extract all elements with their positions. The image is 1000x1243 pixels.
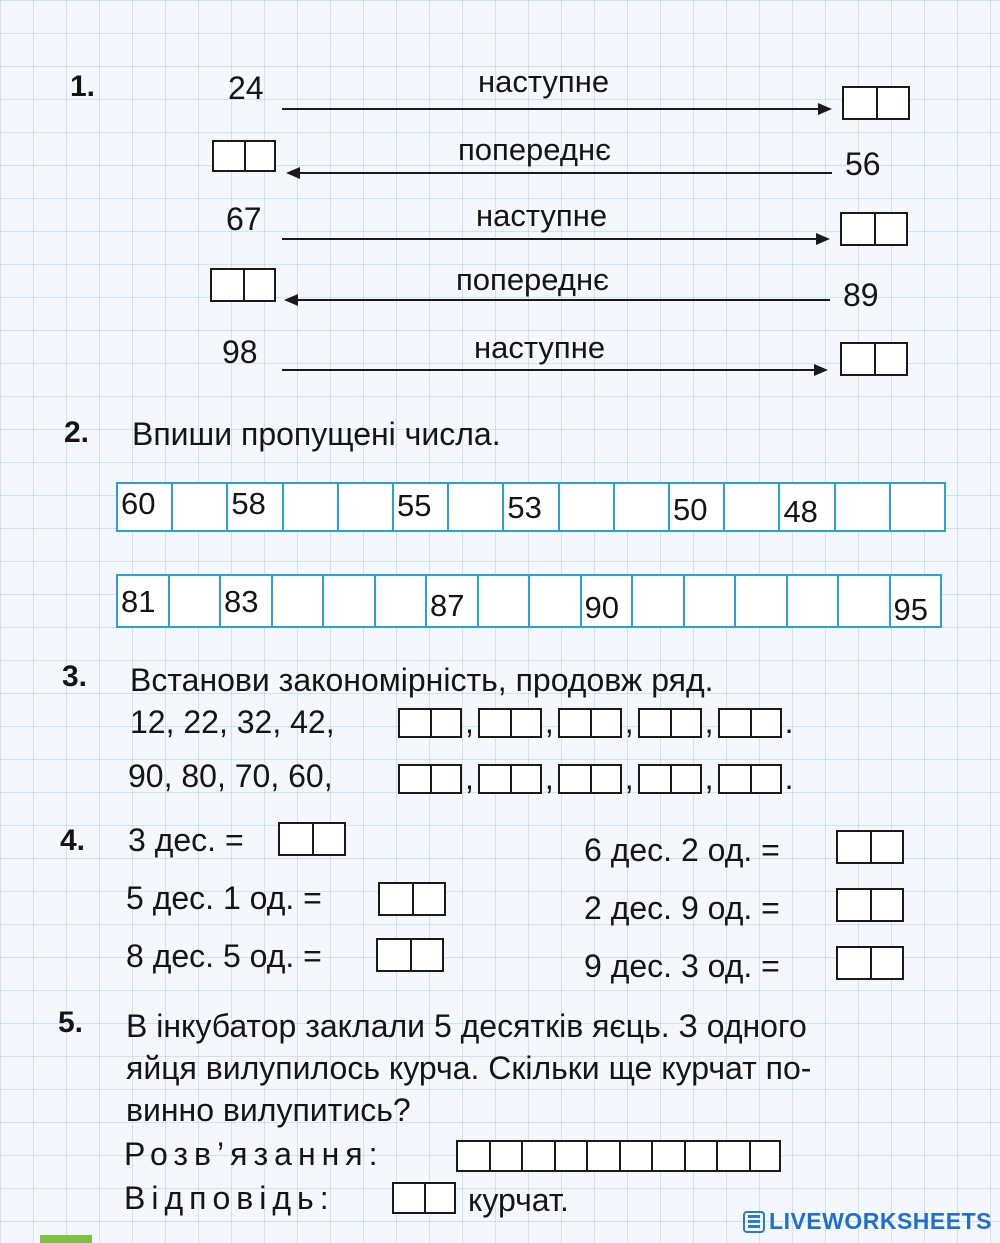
- t1-row3-answer-box[interactable]: [840, 212, 908, 246]
- t3-seq2-blank[interactable]: [638, 764, 702, 794]
- answer-cell[interactable]: [478, 764, 510, 794]
- strip2-cell[interactable]: [736, 576, 788, 626]
- strip2-cell[interactable]: [376, 576, 428, 626]
- strip1-cell[interactable]: 53: [504, 484, 559, 530]
- t5-line-2: яйця вилупилось курча. Скільки ще курчат по-: [126, 1050, 812, 1086]
- t4-left-1-box[interactable]: [278, 822, 346, 856]
- answer-cell[interactable]: [718, 764, 750, 794]
- t3-seq2-blank[interactable]: [478, 764, 542, 794]
- answer-cell[interactable]: [398, 764, 430, 794]
- solution-cell[interactable]: [489, 1140, 522, 1172]
- strip1-cell[interactable]: 60: [118, 484, 173, 530]
- t1-row4-label: попереднє: [456, 262, 609, 297]
- t3-seq2-period: .: [784, 760, 794, 796]
- answer-cell[interactable]: [718, 708, 750, 738]
- answer-cell[interactable]: [638, 764, 670, 794]
- t3-seq2-blanks: [398, 762, 797, 794]
- t1-row3-value: 67: [226, 201, 262, 237]
- answer-cell[interactable]: [510, 708, 542, 738]
- watermark-text: LIVEWORKSHEETS: [769, 1208, 992, 1234]
- liveworksheets-logo-icon: [743, 1211, 765, 1233]
- solution-cell[interactable]: [651, 1140, 684, 1172]
- solution-cell[interactable]: [619, 1140, 652, 1172]
- strip2-cell[interactable]: [324, 576, 376, 626]
- t4-left-3-box[interactable]: [376, 938, 444, 972]
- answer-cell[interactable]: [638, 708, 670, 738]
- t4-left-1-label: 3 дес. =: [128, 822, 244, 858]
- t1-row2-value: 56: [845, 146, 881, 182]
- task-2-number: 2.: [64, 416, 90, 449]
- answer-cell[interactable]: [412, 882, 446, 916]
- t1-row1-answer-box[interactable]: [842, 86, 910, 120]
- answer-cell[interactable]: [478, 708, 510, 738]
- t1-row5-arrow-line: [282, 369, 818, 371]
- t1-row3-arrow-head: [816, 233, 830, 245]
- liveworksheets-watermark: [743, 1208, 992, 1235]
- strip2-cell[interactable]: [273, 576, 325, 626]
- strip2-cell[interactable]: [633, 576, 685, 626]
- t3-seq1-period: .: [784, 704, 794, 740]
- answer-cell[interactable]: [392, 1182, 424, 1214]
- number-strip-2: [116, 574, 942, 628]
- strip1-cell[interactable]: 48: [780, 484, 835, 530]
- answer-cell[interactable]: [590, 708, 622, 738]
- answer-cell[interactable]: [378, 882, 412, 916]
- strip1-cell[interactable]: [173, 484, 228, 530]
- t1-row4-arrow-line: [294, 299, 830, 301]
- t5-solution-box[interactable]: [456, 1140, 781, 1172]
- strip2-cell[interactable]: 81: [118, 576, 170, 626]
- t3-seq2-comma: ,: [544, 760, 554, 796]
- solution-cell[interactable]: [684, 1140, 717, 1172]
- t1-row5-value: 98: [222, 334, 258, 370]
- answer-cell[interactable]: [750, 708, 782, 738]
- t3-seq2-given: 90, 80, 70, 60,: [128, 758, 333, 794]
- t1-row1-label: наступне: [478, 64, 610, 99]
- t1-row2-answer-box[interactable]: [212, 140, 276, 172]
- page-corner-decoration: [40, 1235, 92, 1243]
- t1-row5-arrow-head: [814, 364, 828, 376]
- t5-solution-label: Розв’язання:: [124, 1136, 384, 1172]
- answer-cell[interactable]: [430, 708, 462, 738]
- task-3-instruction: Встанови закономірність, продовж ряд.: [130, 662, 714, 698]
- t3-seq1-blanks: [398, 706, 797, 738]
- number-strip-1: [116, 482, 946, 532]
- answer-cell[interactable]: [312, 822, 346, 856]
- answer-cell[interactable]: [510, 764, 542, 794]
- t4-right-2-box[interactable]: [836, 888, 904, 922]
- answer-cell[interactable]: [590, 764, 622, 794]
- answer-cell[interactable]: [840, 342, 874, 376]
- answer-cell[interactable]: [842, 86, 876, 120]
- t1-row3-arrow-line: [282, 238, 820, 240]
- strip1-cell[interactable]: 58: [228, 484, 283, 530]
- answer-cell[interactable]: [558, 764, 590, 794]
- strip2-cell[interactable]: [685, 576, 737, 626]
- answer-cell[interactable]: [836, 830, 870, 864]
- answer-cell[interactable]: [212, 140, 244, 172]
- answer-cell[interactable]: [874, 212, 908, 246]
- answer-cell[interactable]: [876, 86, 910, 120]
- task-3-number: 3.: [62, 660, 88, 693]
- t4-right-1-box[interactable]: [836, 830, 904, 864]
- strip1-cell[interactable]: [725, 484, 780, 530]
- strip2-cell[interactable]: [788, 576, 840, 626]
- answer-cell[interactable]: [558, 708, 590, 738]
- answer-cell[interactable]: [750, 764, 782, 794]
- t3-seq1-comma: ,: [624, 704, 634, 740]
- t3-seq1-comma: ,: [704, 704, 714, 740]
- task-2-instruction: Впиши пропущені числа.: [132, 416, 501, 452]
- answer-cell[interactable]: [210, 268, 243, 302]
- answer-cell[interactable]: [836, 946, 870, 980]
- t3-seq2-comma: ,: [624, 760, 634, 796]
- t3-seq1-blank[interactable]: [558, 708, 622, 738]
- t1-row4-answer-box[interactable]: [210, 268, 276, 302]
- task-5-number: 5.: [58, 1006, 84, 1039]
- t1-row2-label: попереднє: [458, 132, 611, 167]
- t4-left-3-label: 8 дес. 5 од. =: [126, 938, 322, 974]
- t5-line-1: В інкубатор заклали 5 десятків яєць. З одного: [126, 1008, 807, 1044]
- solution-cell[interactable]: [456, 1140, 489, 1172]
- t3-seq2-comma: ,: [704, 760, 714, 796]
- t1-row1-arrow-head: [818, 103, 832, 115]
- strip1-cell[interactable]: [284, 484, 339, 530]
- task-4-number: 4.: [60, 824, 86, 857]
- answer-cell[interactable]: [874, 342, 908, 376]
- strip1-cell[interactable]: [449, 484, 504, 530]
- solution-cell[interactable]: [521, 1140, 554, 1172]
- t1-row1-value: 24: [228, 70, 264, 106]
- t3-seq1-comma: ,: [544, 704, 554, 740]
- strip1-cell[interactable]: [339, 484, 394, 530]
- strip2-cell[interactable]: 95: [893, 592, 928, 627]
- t5-line-3: винно вилупитись?: [126, 1092, 411, 1128]
- t3-seq1-comma: ,: [465, 704, 474, 740]
- solution-cell[interactable]: [749, 1140, 782, 1172]
- strip1-cell[interactable]: [615, 484, 670, 530]
- t3-seq2-blank[interactable]: [558, 764, 622, 794]
- answer-cell[interactable]: [376, 938, 410, 972]
- task-1-number: 1.: [70, 70, 96, 103]
- strip2-cell[interactable]: 90: [582, 576, 634, 626]
- strip1-cell[interactable]: [891, 484, 944, 530]
- t1-row4-value: 89: [843, 277, 879, 313]
- t4-right-1-label: 6 дес. 2 од. =: [584, 832, 780, 868]
- t4-right-3-label: 9 дес. 3 од. =: [584, 948, 780, 984]
- t3-seq1-blank[interactable]: [638, 708, 702, 738]
- strip2-cell[interactable]: [530, 576, 582, 626]
- answer-cell[interactable]: [670, 708, 702, 738]
- t5-answer-box[interactable]: [392, 1182, 456, 1214]
- answer-cell[interactable]: [430, 764, 462, 794]
- t3-seq2-blank[interactable]: [718, 764, 782, 794]
- strip2-cell[interactable]: 83: [221, 576, 273, 626]
- t5-answer-unit: курчат.: [468, 1182, 569, 1218]
- strip1-cell[interactable]: 50: [670, 484, 725, 530]
- answer-cell[interactable]: [840, 212, 874, 246]
- strip2-cell[interactable]: [479, 576, 531, 626]
- solution-cell[interactable]: [586, 1140, 619, 1172]
- t4-right-3-box[interactable]: [836, 946, 904, 980]
- t3-seq1-blank[interactable]: [718, 708, 782, 738]
- solution-cell[interactable]: [716, 1140, 749, 1172]
- strip1-cell[interactable]: [560, 484, 615, 530]
- strip1-cell[interactable]: 55: [394, 484, 449, 530]
- t1-row5-label: наступне: [474, 330, 606, 365]
- t1-row1-arrow-line: [282, 108, 822, 110]
- answer-cell[interactable]: [278, 822, 312, 856]
- t4-left-2-box[interactable]: [378, 882, 446, 916]
- answer-cell[interactable]: [870, 946, 904, 980]
- answer-cell[interactable]: [870, 888, 904, 922]
- answer-cell[interactable]: [424, 1182, 456, 1214]
- answer-cell[interactable]: [410, 938, 444, 972]
- strip2-cell[interactable]: 87: [427, 576, 479, 626]
- strip1-cell[interactable]: [836, 484, 891, 530]
- t3-seq1-given: 12, 22, 32, 42,: [130, 704, 335, 740]
- t3-seq2-blank[interactable]: [398, 764, 462, 794]
- solution-cell[interactable]: [554, 1140, 587, 1172]
- t4-left-2-label: 5 дес. 1 од. =: [126, 880, 322, 916]
- strip2-cell[interactable]: [839, 576, 891, 626]
- strip2-cell[interactable]: [170, 576, 222, 626]
- t4-right-2-label: 2 дес. 9 од. =: [584, 890, 780, 926]
- t1-row2-arrow-line: [296, 172, 832, 174]
- answer-cell[interactable]: [870, 830, 904, 864]
- t3-seq2-comma: ,: [465, 760, 474, 796]
- answer-cell[interactable]: [398, 708, 430, 738]
- t1-row5-answer-box[interactable]: [840, 342, 908, 376]
- answer-cell[interactable]: [243, 268, 276, 302]
- answer-cell[interactable]: [670, 764, 702, 794]
- t3-seq1-blank[interactable]: [398, 708, 462, 738]
- t1-row3-label: наступне: [476, 198, 608, 233]
- t5-answer-label: Відповідь:: [124, 1180, 335, 1216]
- answer-cell[interactable]: [244, 140, 276, 172]
- t3-seq1-blank[interactable]: [478, 708, 542, 738]
- answer-cell[interactable]: [836, 888, 870, 922]
